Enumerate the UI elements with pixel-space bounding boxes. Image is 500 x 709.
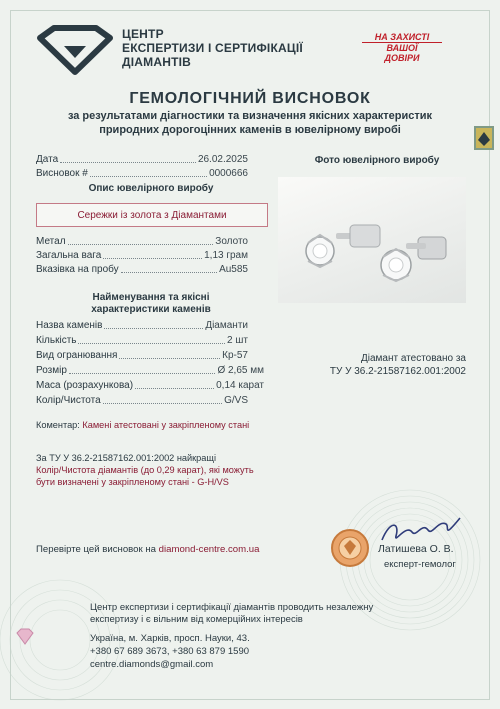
trust-seal: НА ЗАХИСТІ ВАШОЇ ДОВІРИ	[362, 32, 442, 68]
photo-title: Фото ювелірного виробу	[314, 155, 440, 166]
item-row-weight: Загальна вага 1,13 грам	[36, 250, 248, 261]
attestation-line-2: ТУ У 36.2-21587162.001:2002	[329, 366, 466, 377]
hologram-sticker-icon	[474, 126, 494, 150]
footer-phones: +380 67 689 3673, +380 63 879 1590	[90, 646, 250, 657]
item-name-box: Сережки із золота з Діамантами	[36, 203, 268, 227]
tu-note: За ТУ У 36.2-21587162.001:2002 найкращі Колір/Чистота діамантів (до 0,29 карат), які можуть бути визначені у закріпленому стані - G-H/VS	[36, 453, 254, 487]
footer-email[interactable]: centre.diamonds@gmail.com	[90, 659, 214, 670]
date-row: Дата 26.02.2025	[36, 154, 248, 165]
diamond-watermark-icon	[14, 628, 36, 646]
stone-row-name: Назва каменів Діаманти	[36, 320, 248, 331]
item-row-metal: Метал Золото	[36, 236, 248, 247]
stones-header-2: характеристики каменів	[91, 304, 211, 315]
stone-row-size: Розмір Ø 2,65 мм	[36, 365, 264, 376]
document-subtitle-2: природних дорогоцінних каменів в ювелірному виробі	[99, 124, 401, 136]
number-row: Висновок # 0000666	[36, 168, 248, 179]
stone-row-color-clarity: Колір/Чистота G/VS	[36, 395, 248, 406]
description-header: Опис ювелірного виробу	[88, 183, 214, 194]
verify-line: Перевірте цей висновок на diamond-centre.com.ua	[36, 544, 260, 555]
diamond-logo-icon	[34, 24, 116, 76]
verify-link[interactable]: diamond-centre.com.ua	[158, 544, 260, 555]
organization-name: ЦЕНТР ЕКСПЕРТИЗИ І СЕРТИФІКАЦІЇ ДІАМАНТІВ	[122, 27, 303, 69]
item-row-hallmark: Вказівка на пробу Au585	[36, 264, 248, 275]
footer-line-2: експертизу і є вільним від комерційних інтересів	[90, 614, 303, 625]
stones-header-1: Найменування та якісні	[92, 292, 210, 303]
document-subtitle-1: за результатами діагностики та визначення якісних характеристик	[67, 110, 433, 122]
comment: Коментар: Камені атестовані у закріпленому стані	[36, 420, 250, 430]
stone-row-cut: Вид огранювання Кр-57	[36, 350, 248, 361]
document-title: ГЕМОЛОГІЧНИЙ ВИСНОВОК	[129, 90, 371, 107]
stone-row-count: Кількість 2 шт	[36, 335, 248, 346]
expert-name: Латишева О. В.	[378, 543, 454, 555]
footer-address: Україна, м. Харків, просп. Науки, 43.	[90, 633, 250, 644]
expert-role: експерт-гемолог	[384, 559, 456, 570]
stamp-emblem-icon	[330, 528, 370, 568]
attestation-line-1: Діамант атестовано за	[360, 353, 466, 364]
earrings-image	[278, 177, 466, 303]
product-photo	[278, 177, 466, 303]
footer-line-1: Центр експертизи і сертифікації діамантів проводить незалежну	[90, 602, 374, 613]
stone-row-mass: Маса (розрахункова) 0,14 карат	[36, 380, 264, 391]
